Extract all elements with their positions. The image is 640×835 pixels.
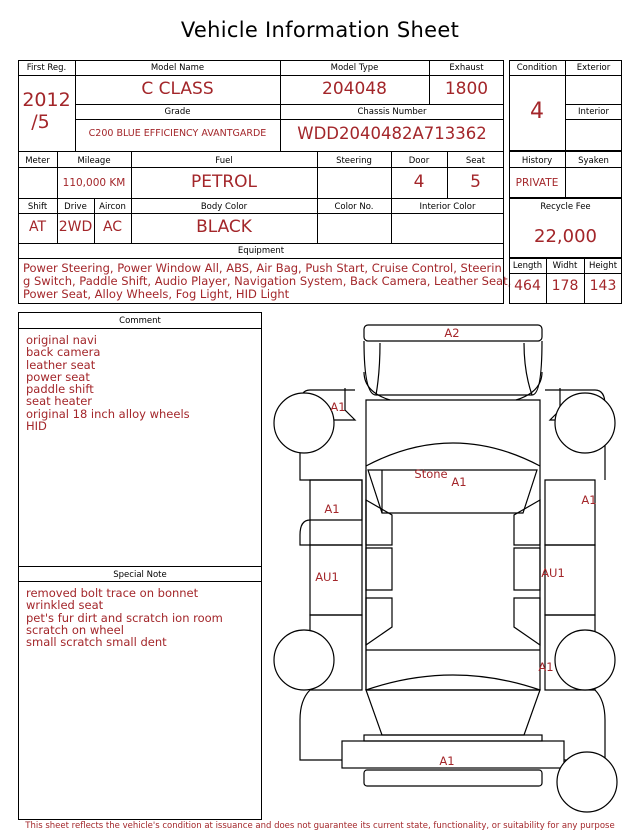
grade-value: C200 BLUE EFFICIENCY AVANTGARDE <box>88 128 267 139</box>
comment-item: original 18 inch alloy wheels <box>26 406 190 421</box>
chassis-value: WDD2040482A713362 <box>297 124 487 143</box>
disclaimer-footer: This sheet reflects the vehicle's condition at issuance and does not guarantee its current state, functionality, or suitability for any purpose <box>25 821 615 831</box>
fuel-label: Fuel <box>215 156 233 166</box>
length-label: Length <box>512 261 543 271</box>
exhaust-value: 1800 <box>444 79 489 99</box>
damage-mark-roof: A2 <box>444 326 460 340</box>
recycle-fee-label: Recycle Fee <box>540 202 591 212</box>
model-name-value: C CLASS <box>141 79 214 99</box>
special-note-item: small scratch small dent <box>26 635 167 650</box>
aircon-label: Aircon <box>99 202 126 212</box>
body-color-label: Body Color <box>200 202 248 212</box>
comment-item: original navi <box>26 333 97 347</box>
chassis-label: Chassis Number <box>357 107 427 117</box>
steering-label: Steering <box>336 156 372 166</box>
comment-item: power seat <box>26 369 90 384</box>
comment-item: paddle shift <box>26 382 94 397</box>
special-note-item: pet's fur dirt and scratch ion room <box>26 610 223 625</box>
damage-mark-right-door-rear: AU1 <box>541 566 565 580</box>
interior-color-label: Interior Color <box>419 202 476 212</box>
width-label: Widht <box>552 261 578 271</box>
height-label: Height <box>588 261 618 271</box>
model-name-label: Model Name <box>150 63 205 73</box>
special-note-item: scratch on wheel <box>26 622 124 637</box>
drive-label: Drive <box>64 202 87 212</box>
shift-value: AT <box>28 219 47 235</box>
special-note-item: wrinkled seat <box>26 598 104 613</box>
condition-label: Condition <box>516 63 558 73</box>
damage-mark-left-door-front: A1 <box>324 502 340 516</box>
syaken-label: Syaken <box>578 156 609 166</box>
color-no-label: Color No. <box>334 202 374 212</box>
equipment-line: g Switch, Paddle Shift, Audio Player, Navigation System, Back Camera, Leather Seat, <box>23 274 512 288</box>
door-label: Door <box>408 156 430 166</box>
height-value: 143 <box>589 278 617 294</box>
equipment-line: Power Steering, Power Window All, ABS, Air Bag, Push Start, Cruise Control, Steerin <box>23 261 502 275</box>
comment-item: HID <box>26 419 47 434</box>
exterior-label: Exterior <box>576 63 611 73</box>
drive-value: 2WD <box>58 219 93 235</box>
grade-label: Grade <box>164 107 191 117</box>
aircon-value: AC <box>102 219 123 235</box>
special-note-label: Special Note <box>113 570 167 580</box>
sheet-title: Vehicle Information Sheet <box>180 18 460 42</box>
condition-value: 4 <box>530 99 544 124</box>
model-type-value: 204048 <box>322 79 387 99</box>
equipment-label: Equipment <box>237 246 285 256</box>
model-type-label: Model Type <box>330 63 379 73</box>
first-reg-label: First Reg. <box>26 63 67 73</box>
special-note-item: removed bolt trace on bonnet <box>26 586 199 600</box>
comment-item: seat heater <box>26 394 93 409</box>
history-label: History <box>521 156 553 166</box>
damage-mark-rear-right-fender: A1 <box>538 660 554 674</box>
meter-label: Meter <box>25 156 50 166</box>
body-color-value: BLACK <box>196 217 252 237</box>
damage-mark-rear-bumper: A1 <box>439 754 455 768</box>
fuel-value: PETROL <box>190 172 258 192</box>
mileage-label: Mileage <box>77 156 111 166</box>
seat-value: 5 <box>470 172 481 192</box>
mileage-value: 110,000 KM <box>62 177 126 189</box>
width-value: 178 <box>551 278 579 294</box>
interior-label: Interior <box>577 107 609 117</box>
door-value: 4 <box>413 172 425 192</box>
comment-item: back camera <box>26 345 101 360</box>
length-value: 464 <box>514 278 541 294</box>
damage-mark-right-door-front: A1 <box>581 493 597 507</box>
damage-mark-left-door-rear: AU1 <box>315 570 339 584</box>
recycle-fee-value: 22,000 <box>534 226 597 247</box>
history-value: PRIVATE <box>515 177 559 189</box>
seat-label: Seat <box>465 156 486 166</box>
exhaust-label: Exhaust <box>449 63 484 73</box>
damage-mark-hood: A1 <box>451 475 467 489</box>
shift-label: Shift <box>27 202 48 212</box>
first-reg-month: /5 <box>31 111 50 133</box>
comment-label: Comment <box>119 316 161 326</box>
damage-mark-stone-label: Stone <box>414 467 448 481</box>
comment-item: leather seat <box>26 357 96 372</box>
damage-mark-front-left-fender: A1 <box>330 400 346 414</box>
equipment-line: Power Seat, Alloy Wheels, Fog Light, HID Light <box>23 287 290 301</box>
first-reg-year: 2012 <box>22 89 71 111</box>
